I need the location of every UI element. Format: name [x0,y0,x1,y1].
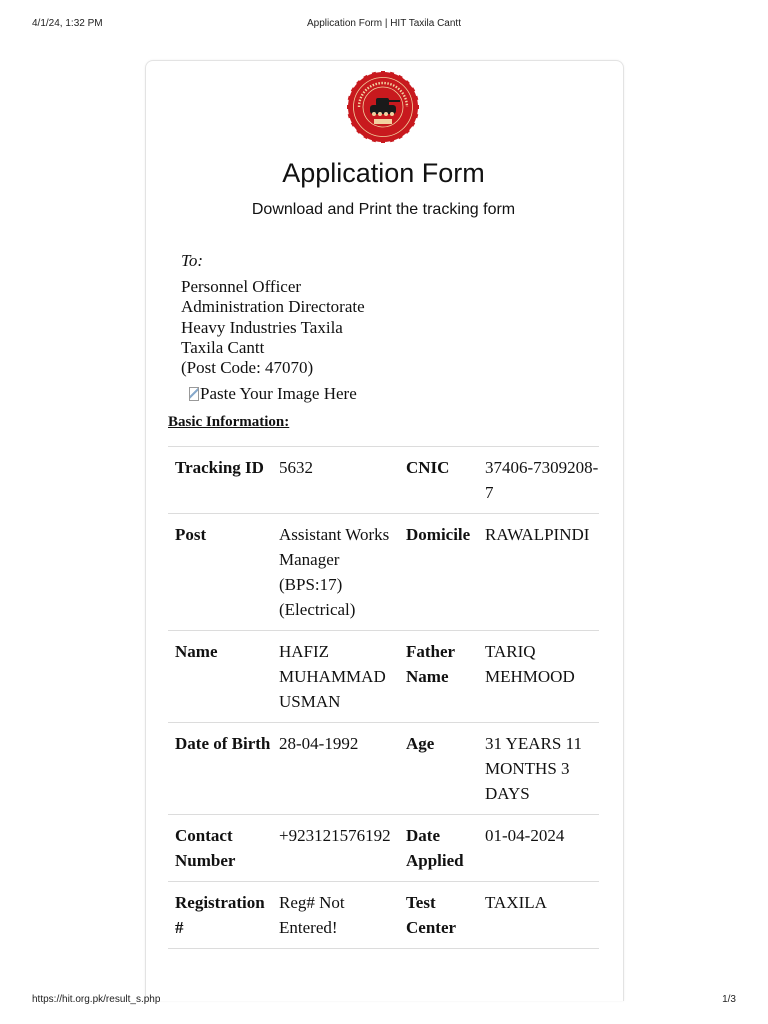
broken-image-icon [189,387,199,401]
recipient-address [181,277,365,378]
print-page-number: 1/3 [722,994,736,1005]
page-subtitle: Download and Print the tracking form [251,201,516,218]
basic-info-table [168,446,599,949]
table-row [168,882,599,949]
photo-alt-text: Paste Your Image Here [200,384,357,403]
address-line: Administration Directorate [181,297,365,317]
field-label: Date of Birth [175,734,271,753]
print-datetime: 4/1/24, 1:32 PM [32,18,103,29]
field-value: 28-04-1992 [279,734,359,753]
field-label: Post [175,525,207,544]
field-label: Registration # [175,893,265,937]
field-value: 5632 [279,458,313,477]
field-label: Domicile [406,525,471,544]
print-page-title: Application Form | HIT Taxila Cantt [307,18,461,29]
field-value: TAXILA [485,893,547,912]
field-value: RAWALPINDI [485,525,590,544]
table-row [168,815,599,882]
field-value: TARIQ MEHMOOD [485,642,575,686]
address-line: Taxila Cantt [181,337,265,357]
field-value: Assistant Works Manager (BPS:17) (Electrical) [279,525,390,619]
applicant-photo [189,384,357,404]
table-row [168,514,599,631]
field-value: 37406-7309208-7 [485,458,599,502]
field-label: Date Applied [406,826,464,870]
field-label: CNIC [406,458,450,477]
address-line: (Post Code: 47070) [181,358,314,378]
field-value: HAFIZ MUHAMMAD USMAN [279,642,386,711]
field-label: Tracking ID [175,458,264,477]
field-value: 31 YEARS 11 MONTHS 3 DAYS [485,734,582,803]
basic-info-heading: Basic Information: [168,414,290,430]
to-label: To: [181,251,204,270]
field-value: 01-04-2024 [485,826,565,845]
field-value: Reg# Not Entered! [279,893,345,937]
table-row [168,723,599,815]
page-title: Application Form [282,158,485,188]
address-line: Heavy Industries Taxila [181,317,343,337]
field-label: Age [406,734,435,753]
address-line: Personnel Officer [181,277,302,296]
table-row [168,447,599,514]
field-label: Test Center [406,893,457,937]
field-label: Father Name [406,642,455,686]
field-value: +923121576192 [279,826,391,845]
print-url: https://hit.org.pk/result_s.php [32,994,161,1005]
table-row [168,631,599,723]
field-label: Name [175,642,218,661]
hit-logo-seal [347,71,419,143]
field-label: Contact Number [175,826,236,870]
